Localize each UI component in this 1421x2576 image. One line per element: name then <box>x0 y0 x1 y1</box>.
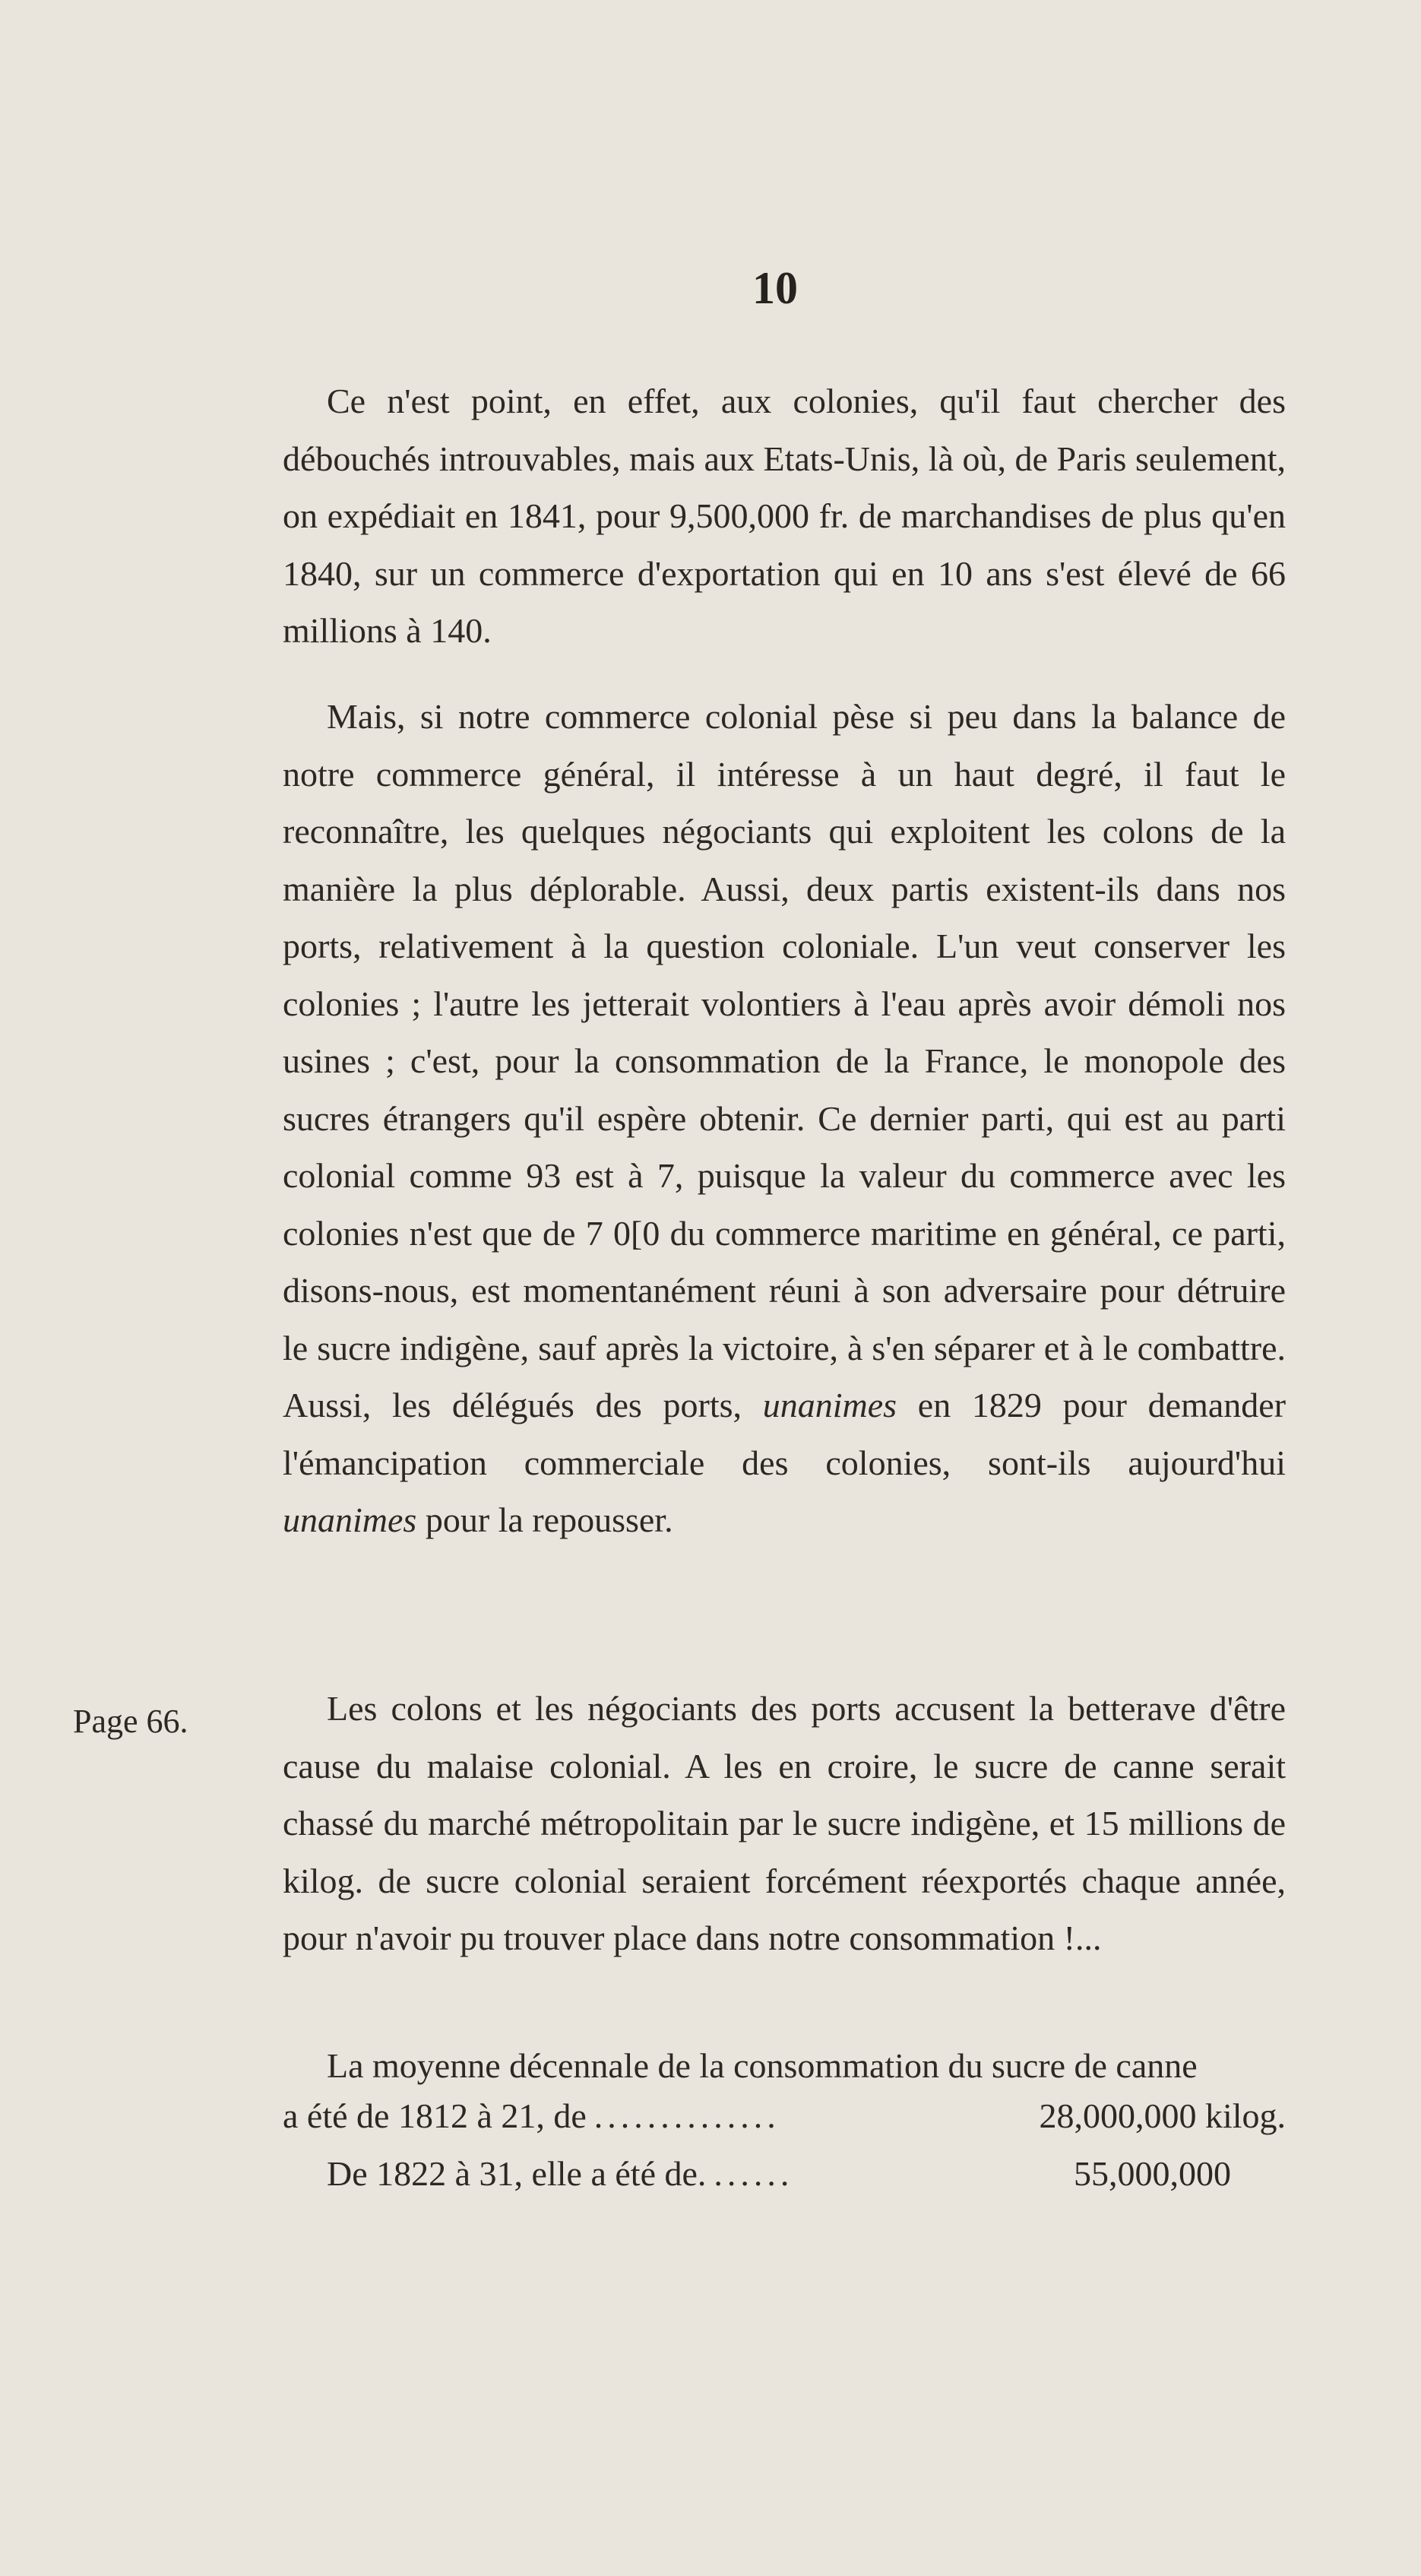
paragraph-moyenne <box>283 2037 1286 2095</box>
row-label: De 1822 à 31, elle a été de. <box>327 2154 707 2193</box>
row-value: 28,000,000 kilog. <box>1039 2096 1286 2135</box>
row-dots: .............. <box>593 2096 780 2135</box>
paragraph-exports <box>283 372 1286 660</box>
paragraph-text-end: pour la repousser. <box>425 1500 673 1539</box>
paragraph-text-mid: en 1829 pour demander l'émancipation commerciale des colonies, sont-ils aujourd'hui <box>283 1386 1286 1482</box>
paragraph-text: Ce n'est point, en effet, aux colonies, qu'il faut chercher des débouchés introuvables, mais aux Etats-Unis, là où, de Paris seulement, on expédiait en 1841, pour 9,500,000 fr. de marchandises de plus qu'en 1840, sur un commerce d'exportation qui en 10 ans s'est élevé de 66 millions à 140. <box>283 382 1286 650</box>
paragraph-text <box>283 688 1286 1549</box>
row-value: 55,000,000 <box>1074 2154 1231 2193</box>
row-dots: ...... <box>714 2154 794 2193</box>
emphasis-unanimes-1: unanimes <box>762 1386 897 1424</box>
paragraph-betterave <box>283 1680 1286 1967</box>
paragraph-text: Les colons et les négociants des ports accusent la betterave d'être cause du malaise colonial. A les en croire, le sucre de canne serait chassé du marché métropolitain par le sucre indigène, et 15 millions de kilog. de sucre colonial seraient forcément réexportés chaque année, pour n'avoir pu trouver place dans notre consommation !... <box>283 1689 1286 1957</box>
margin-note: Page 66. <box>73 1703 188 1740</box>
page-number: 10 <box>752 263 798 313</box>
consumption-row-1822 <box>283 2153 1231 2194</box>
paragraph-colonial-commerce <box>283 688 1286 1549</box>
paragraph-text: La moyenne décennale de la consommation du sucre de canne <box>327 2046 1198 2085</box>
consumption-row-1812 <box>283 2096 1286 2136</box>
emphasis-unanimes-2: unanimes <box>283 1500 417 1539</box>
paragraph-text-start: Mais, si notre commerce colonial pèse si peu dans la balance de notre commerce général, il intéresse à un haut degré, il faut le reconnaître, les quelques négociants qui exploitent les colons de la manière la plus déplorable. Aussi, deux partis existent-ils dans nos ports, relativement à la question coloniale. L'un veut conserver les colonies ; l'autre les jetterait volontiers à l'eau après avoir démoli nos usines ; c'est, pour la consommation de la France, le monopole des sucres étrangers qu'il espère obtenir. Ce dernier parti, qui est au parti colonial comme 93 est à 7, puisque la valeur du commerce avec les colonies n'est que de 7 0[0 du commerce maritime en général, ce parti, disons-nous, est momentanément réuni à son adversaire pour détruire le sucre indigène, sauf après la victoire, à s'en séparer et à le combattre. Aussi, les délégués des ports, <box>283 697 1286 1424</box>
row-label: a été de 1812 à 21, de <box>283 2096 587 2135</box>
